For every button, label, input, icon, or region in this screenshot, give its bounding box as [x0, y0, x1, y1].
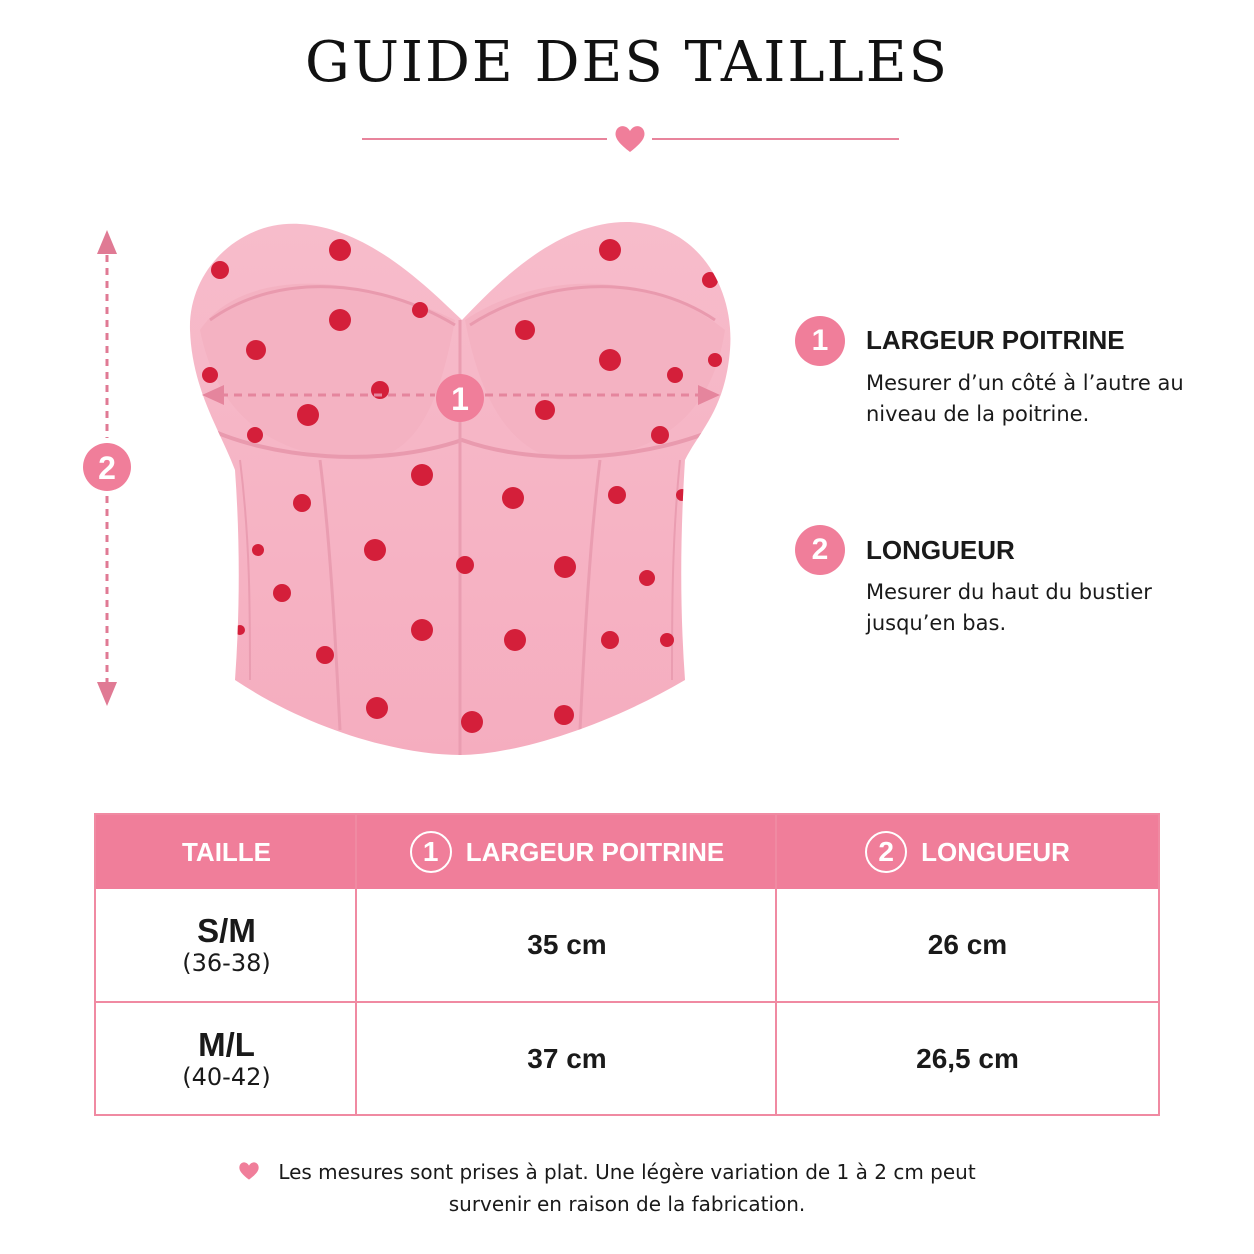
table-cell-chest: [357, 1003, 777, 1115]
header-number-badge: 1: [410, 831, 452, 873]
size-label: M/L: [198, 1026, 255, 1063]
divider-left: [362, 138, 607, 140]
measure-2-title: LONGUEUR: [866, 535, 1015, 565]
header-label: LARGEUR POITRINE: [465, 836, 725, 867]
size-range: (36-38): [182, 949, 271, 977]
measure-1-badge: 1: [795, 316, 845, 366]
footnote: Les mesures sont prises à plat. Une légère variation de 1 à 2 cm peut survenir en raison de la fabrication.: [278, 1160, 976, 1216]
header-taille: [96, 815, 357, 889]
header-label: LONGUEUR: [921, 836, 1070, 867]
measure-1-description: Mesurer d’un côté à l’autre au niveau de la poitrine.: [866, 371, 1184, 426]
header-longueur: [777, 815, 1158, 889]
heart-icon: [614, 124, 646, 154]
measure-1-title: LARGEUR POITRINE: [866, 325, 1125, 355]
size-range: (40-42): [182, 1063, 271, 1091]
width-marker: 1: [451, 381, 469, 417]
table-cell-length: [777, 1003, 1158, 1115]
size-label: S/M: [197, 912, 256, 949]
chest-value: 35 cm: [527, 929, 607, 960]
measure-2-description: Mesurer du haut du bustier jusqu’en bas.: [866, 580, 1152, 635]
header-largeur: [357, 815, 777, 889]
table-header: [96, 815, 1158, 889]
heart-icon: [238, 1161, 260, 1181]
length-value: 26 cm: [927, 929, 1008, 960]
table-row-size: [96, 889, 357, 1001]
table-row-size: [96, 1003, 357, 1115]
bustier-illustration: [180, 210, 740, 760]
chest-value: 37 cm: [527, 1043, 607, 1074]
length-marker: 2: [98, 450, 116, 486]
size-table: [94, 813, 1160, 1116]
table-cell-length: [777, 889, 1158, 1001]
table-cell-chest: [357, 889, 777, 1001]
divider-right: [652, 138, 899, 140]
page-title: GUIDE DES TAILLES: [304, 30, 950, 95]
length-value: 26,5 cm: [916, 1043, 1019, 1074]
header-label: TAILLE: [181, 836, 272, 867]
header-number-badge: 2: [865, 831, 907, 873]
measure-2-badge: 2: [795, 525, 845, 575]
length-arrow: [80, 228, 136, 708]
